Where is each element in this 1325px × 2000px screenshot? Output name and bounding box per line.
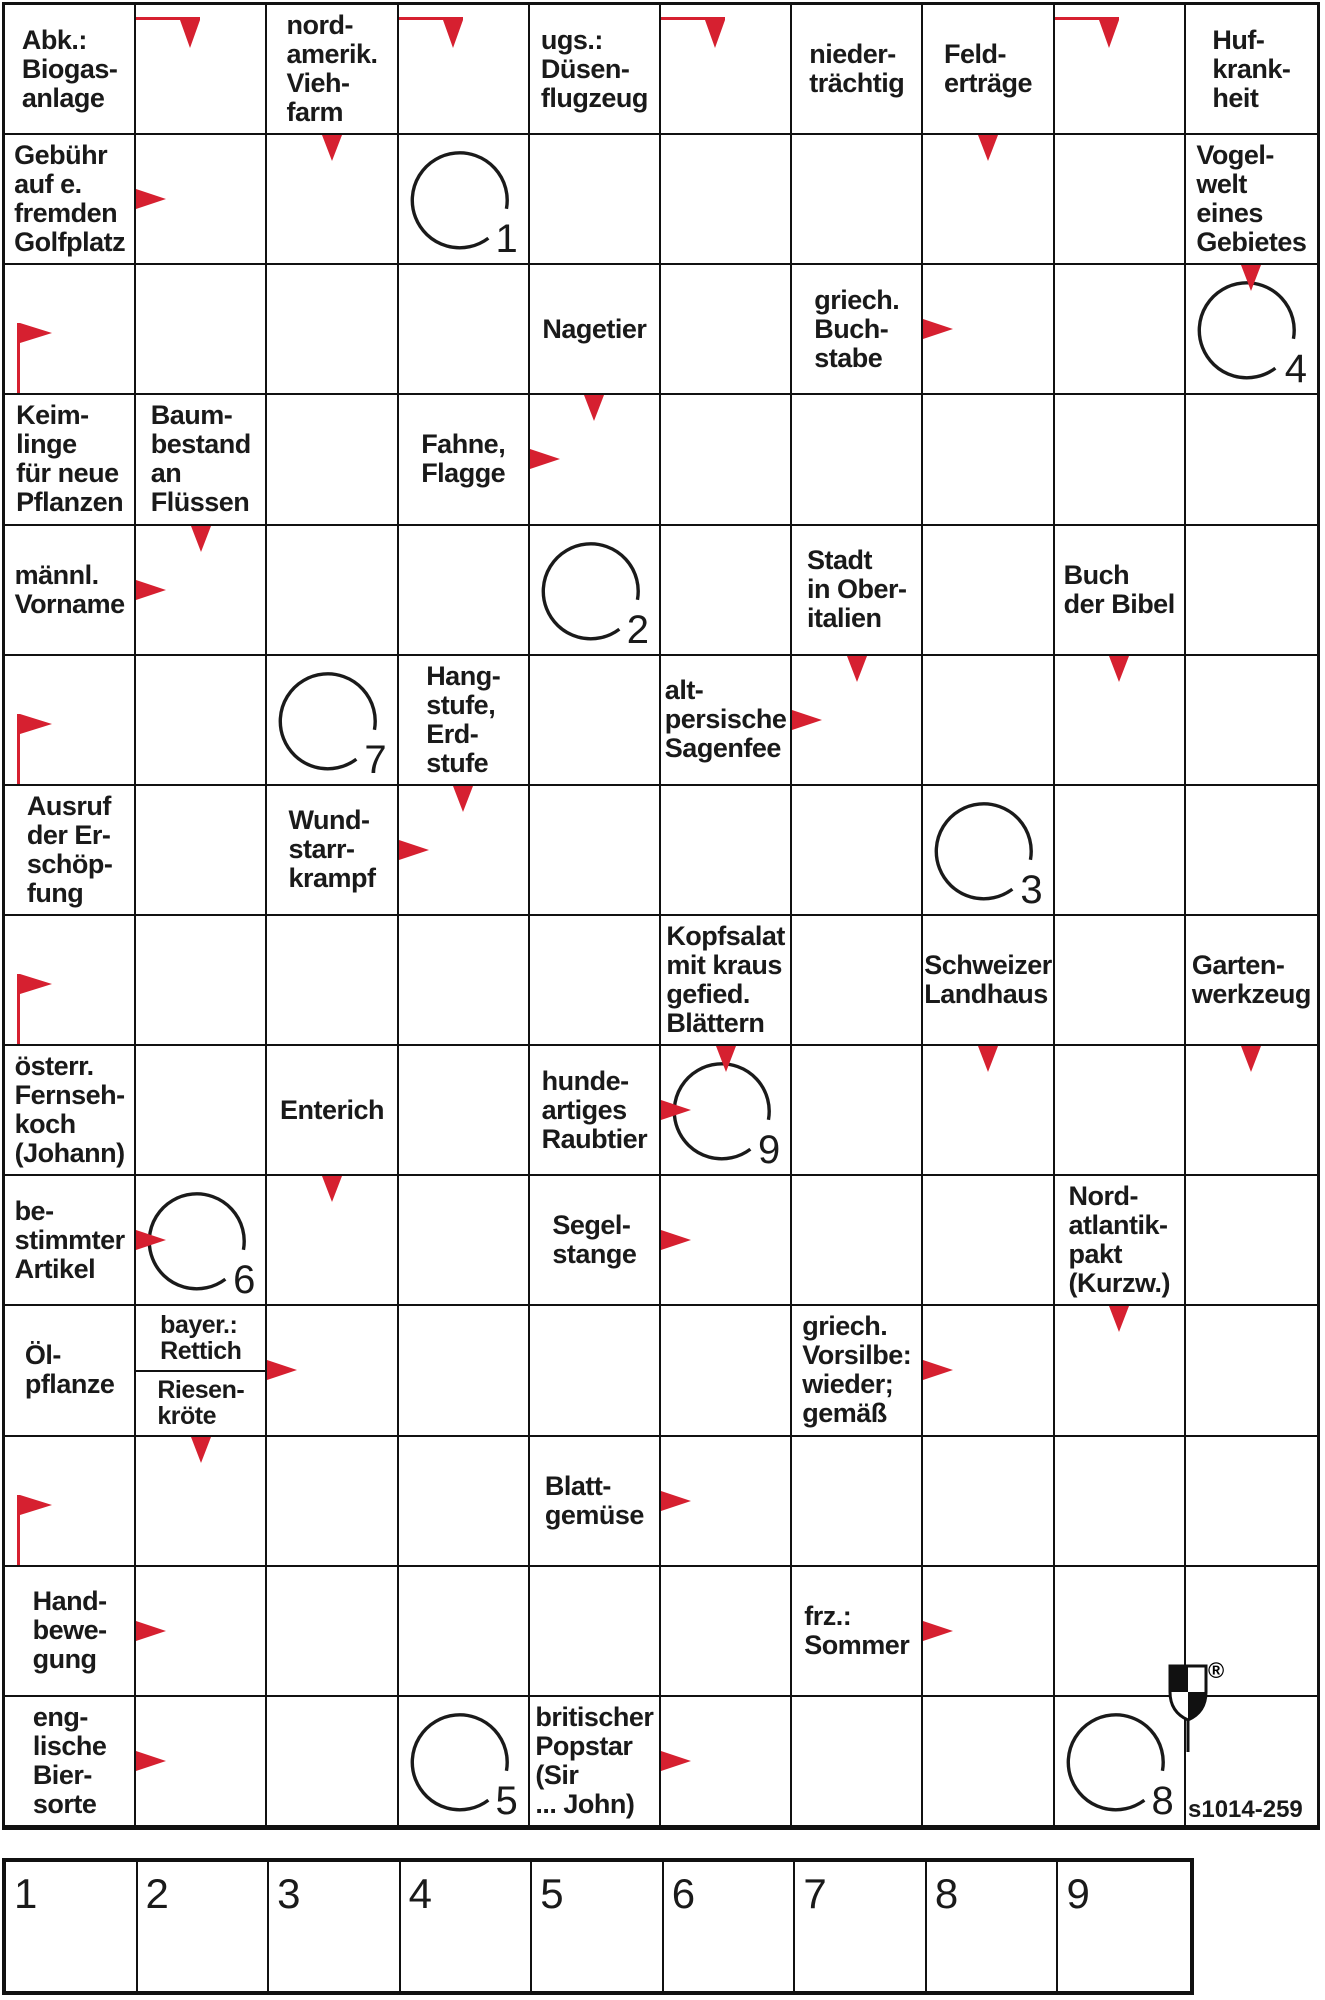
- clue-text: Blatt- gemüse: [544, 1470, 644, 1530]
- grid-cell[interactable]: [1055, 1306, 1186, 1436]
- clue-text: Nord- atlantik- pakt (Kurzw.): [1068, 1181, 1170, 1299]
- clue-text: Buch der Bibel: [1063, 559, 1175, 619]
- clue-text: Riesen- kröte: [157, 1375, 245, 1430]
- clue-cell: [530, 265, 661, 395]
- grid-cell[interactable]: [136, 1697, 267, 1827]
- grid-cell[interactable]: [136, 916, 267, 1046]
- grid-cell[interactable]: [661, 1306, 792, 1436]
- clue-cell: [5, 1697, 136, 1827]
- solution-number: 2: [626, 607, 649, 652]
- clue-text: Feld- erträge: [943, 39, 1033, 99]
- answer-cell[interactable]: [664, 1862, 796, 1991]
- clue-text: griech. Vorsilbe: wieder; gemäß: [802, 1311, 912, 1429]
- clue-text: Gebühr auf e. fremden Golfplatz: [14, 140, 126, 258]
- clue-cell: [5, 526, 136, 656]
- grid-cell[interactable]: [792, 135, 923, 265]
- clue-text: hunde- artiges Raubtier: [541, 1065, 648, 1154]
- clue-text: Keim- linge für neue Pflanzen: [16, 400, 124, 518]
- grid-cell[interactable]: [530, 786, 661, 916]
- grid-cell[interactable]: [136, 786, 267, 916]
- grid-cell[interactable]: [792, 395, 923, 525]
- arrow-right-icon: [661, 1491, 691, 1511]
- grid-cell[interactable]: [661, 395, 792, 525]
- grid-cell[interactable]: [267, 1437, 398, 1567]
- solution-number: 3: [1020, 867, 1043, 912]
- clue-text: Abk.: Biogas- anlage: [21, 24, 118, 113]
- arrow-right-icon: [661, 1230, 691, 1250]
- clue-text: britischer Popstar (Sir ... John): [535, 1701, 654, 1819]
- solution-letter-cell[interactable]: [267, 656, 398, 786]
- grid-cell[interactable]: [1055, 656, 1186, 786]
- clue-cell: [1186, 5, 1317, 135]
- answer-number: 7: [803, 1870, 827, 1917]
- grid-cell[interactable]: [136, 265, 267, 395]
- grid-cell[interactable]: [923, 1306, 1054, 1436]
- clue-text: frz.: Sommer: [804, 1600, 910, 1660]
- clue-text: griech. Buch- stabe: [814, 284, 900, 373]
- arrow-right-icon: [136, 1230, 166, 1250]
- answer-number: 8: [934, 1870, 959, 1917]
- crossword-grid: [2, 2, 1320, 1830]
- grid-cell[interactable]: [661, 1567, 792, 1697]
- clue-cell: [5, 1567, 136, 1697]
- grid-cell[interactable]: [792, 656, 923, 786]
- grid-cell[interactable]: [267, 526, 398, 656]
- grid-cell[interactable]: [923, 526, 1054, 656]
- clue-text: Kopfsalat mit kraus gefied. Blättern: [666, 921, 785, 1039]
- grid-cell[interactable]: [399, 1176, 530, 1306]
- arrow-right-icon: [136, 1621, 166, 1641]
- arrow-down-then-right-icon: [17, 323, 57, 393]
- grid-cell[interactable]: [792, 1046, 923, 1176]
- answer-cell[interactable]: [401, 1862, 533, 1991]
- grid-cell[interactable]: [267, 265, 398, 395]
- answer-number: 2: [145, 1870, 169, 1917]
- arrow-right-icon: [136, 189, 166, 209]
- grid-cell[interactable]: [399, 5, 530, 135]
- grid-cell[interactable]: [661, 786, 792, 916]
- split-clue-cell: [136, 1306, 267, 1436]
- answer-number: 6: [671, 1870, 696, 1917]
- grid-cell[interactable]: [792, 1697, 923, 1827]
- solution-letter-cell[interactable]: [530, 526, 661, 656]
- arrow-down-then-right-icon: [17, 714, 57, 784]
- grid-cell[interactable]: [530, 1567, 661, 1697]
- arrow-down-then-right-icon: [17, 1495, 57, 1565]
- clue-cell: [267, 5, 398, 135]
- clue-cell: [792, 5, 923, 135]
- grid-cell[interactable]: [267, 916, 398, 1046]
- grid-cell[interactable]: [923, 1437, 1054, 1567]
- grid-cell[interactable]: [1186, 1437, 1317, 1567]
- solution-answer-row: [2, 1858, 1194, 1995]
- grid-cell[interactable]: [792, 1437, 923, 1567]
- grid-cell[interactable]: [267, 1176, 398, 1306]
- grid-cell[interactable]: [5, 916, 136, 1046]
- grid-cell[interactable]: [1055, 265, 1186, 395]
- grid-cell[interactable]: [530, 1306, 661, 1436]
- clue-text: Wund- starr- krampf: [288, 805, 376, 894]
- arrow-right-then-down-icon: [1055, 17, 1119, 51]
- clue-text: österr. Fernseh- koch (Johann): [14, 1051, 125, 1169]
- clue-cell: [5, 1176, 136, 1306]
- grid-cell[interactable]: [1055, 5, 1186, 135]
- clue-cell: [5, 135, 136, 265]
- solution-letter-cell[interactable]: [923, 786, 1054, 916]
- grid-cell[interactable]: [923, 1697, 1054, 1827]
- grid-cell[interactable]: [530, 395, 661, 525]
- grid-cell[interactable]: [661, 1176, 792, 1306]
- clue-text: Öl- pflanze: [24, 1340, 115, 1400]
- arrow-right-icon: [399, 840, 429, 860]
- arrow-right-icon: [661, 1100, 691, 1120]
- solution-number: 5: [495, 1778, 518, 1823]
- solution-letter-cell[interactable]: [1186, 265, 1317, 395]
- grid-cell[interactable]: [1186, 1306, 1317, 1436]
- arrow-right-then-down-icon: [399, 17, 463, 51]
- grid-cell[interactable]: [530, 656, 661, 786]
- arrow-down-icon: [978, 135, 998, 161]
- grid-cell[interactable]: [136, 656, 267, 786]
- grid-cell[interactable]: [1186, 786, 1317, 916]
- solution-number: 4: [1284, 347, 1307, 392]
- clue-cell: [792, 526, 923, 656]
- answer-cell[interactable]: [927, 1862, 1059, 1991]
- clue-text: Vogel- welt eines Gebietes: [1196, 140, 1307, 258]
- clue-text: Garten- werkzeug: [1191, 950, 1311, 1010]
- clue-text: männl. Vorname: [14, 559, 125, 619]
- grid-cell[interactable]: [792, 1176, 923, 1306]
- clue-text: nieder- trächtig: [809, 39, 905, 99]
- arrow-right-then-down-icon: [661, 17, 725, 51]
- arrow-down-icon: [847, 656, 867, 682]
- clue-cell: [5, 786, 136, 916]
- grid-cell[interactable]: [136, 1046, 267, 1176]
- arrow-down-icon: [322, 135, 342, 161]
- grid-cell[interactable]: [1055, 1046, 1186, 1176]
- grid-cell[interactable]: [1186, 395, 1317, 525]
- clue-text: Ausruf der Er- schöp- fung: [26, 790, 113, 908]
- arrow-down-icon: [1109, 1306, 1129, 1332]
- grid-cell[interactable]: [136, 1567, 267, 1697]
- grid-cell[interactable]: [923, 265, 1054, 395]
- clue-text: Hand- bewe- gung: [32, 1586, 107, 1675]
- grid-cell[interactable]: [267, 395, 398, 525]
- clue-cell: [1055, 526, 1186, 656]
- arrow-right-icon: [267, 1360, 297, 1380]
- arrow-right-icon: [530, 449, 560, 469]
- clue-text: Segel- stange: [552, 1210, 637, 1270]
- grid-cell[interactable]: [267, 1306, 398, 1436]
- grid-cell[interactable]: [923, 656, 1054, 786]
- grid-cell[interactable]: [399, 526, 530, 656]
- clue-text: Stadt in Ober- italien: [807, 545, 907, 634]
- solution-letter-cell[interactable]: [399, 135, 530, 265]
- clue-text: Schweizer Landhaus: [924, 950, 1052, 1010]
- clue-cell: [530, 1046, 661, 1176]
- grid-cell[interactable]: [399, 1567, 530, 1697]
- arrow-down-icon: [191, 1437, 211, 1463]
- answer-cell[interactable]: [1058, 1862, 1190, 1991]
- grid-cell[interactable]: [267, 1697, 398, 1827]
- clue-text: Hang- stufe, Erd- stufe: [426, 660, 501, 778]
- grid-cell[interactable]: [1055, 395, 1186, 525]
- grid-cell[interactable]: [661, 1437, 792, 1567]
- clue-cell: [661, 916, 792, 1046]
- arrow-right-icon: [923, 1360, 953, 1380]
- arrow-down-icon: [322, 1176, 342, 1202]
- grid-cell[interactable]: [661, 1697, 792, 1827]
- clue-cell: [267, 1046, 398, 1176]
- clue-cell: [792, 1567, 923, 1697]
- grid-cell[interactable]: [399, 1437, 530, 1567]
- clue-text: Fahne, Flagge: [421, 429, 506, 489]
- clue-text: eng- lische Bier- sorte: [32, 1701, 107, 1819]
- clue-cell: [530, 1437, 661, 1567]
- clue-cell: [267, 786, 398, 916]
- arrow-down-icon: [191, 526, 211, 552]
- clue-text: nord- amerik. Vieh- farm: [286, 10, 378, 128]
- arrow-right-icon: [792, 710, 822, 730]
- clue-cell: [1186, 135, 1317, 265]
- grid-cell[interactable]: [5, 656, 136, 786]
- grid-cell[interactable]: [661, 526, 792, 656]
- grid-cell[interactable]: [530, 135, 661, 265]
- answer-number: 4: [408, 1870, 433, 1917]
- answer-cell[interactable]: [795, 1862, 927, 1991]
- arrow-down-icon: [584, 395, 604, 421]
- answer-number: 5: [540, 1870, 564, 1917]
- grid-cell[interactable]: [399, 916, 530, 1046]
- arrow-down-icon: [453, 786, 473, 812]
- grid-cell[interactable]: [1186, 526, 1317, 656]
- clue-cell: [792, 1306, 923, 1436]
- grid-cell[interactable]: [1055, 786, 1186, 916]
- grid-cell[interactable]: [1055, 916, 1186, 1046]
- answer-cell[interactable]: [138, 1862, 270, 1991]
- grid-cell[interactable]: [1186, 1046, 1317, 1176]
- arrow-down-icon: [1109, 656, 1129, 682]
- grid-cell[interactable]: [923, 395, 1054, 525]
- grid-cell[interactable]: [136, 1437, 267, 1567]
- grid-cell[interactable]: [267, 135, 398, 265]
- clue-text: Enterich: [279, 1094, 384, 1125]
- grid-cell[interactable]: [923, 1176, 1054, 1306]
- grid-cell[interactable]: [1055, 135, 1186, 265]
- grid-cell[interactable]: [1186, 1176, 1317, 1306]
- grid-cell[interactable]: [923, 1567, 1054, 1697]
- solution-letter-cell[interactable]: [399, 1697, 530, 1827]
- arrow-down-then-right-icon: [17, 974, 57, 1044]
- solution-number: 1: [495, 217, 518, 262]
- grid-cell[interactable]: [267, 1567, 398, 1697]
- clue-cell: [530, 1697, 661, 1827]
- answer-number: 1: [14, 1870, 38, 1917]
- grid-cell[interactable]: [5, 1437, 136, 1567]
- solution-letter-cell[interactable]: [661, 1046, 792, 1176]
- arrow-right-icon: [136, 1751, 166, 1771]
- clue-cell: [530, 5, 661, 135]
- answer-cell[interactable]: [269, 1862, 401, 1991]
- clue-cell: [399, 656, 530, 786]
- grid-cell[interactable]: [399, 1306, 530, 1436]
- arrow-down-icon: [1241, 265, 1261, 291]
- arrow-down-icon: [716, 1046, 736, 1072]
- arrow-right-icon: [923, 319, 953, 339]
- clue-text: alt- persische Sagenfee: [664, 675, 787, 764]
- clue-cell: [5, 5, 136, 135]
- answer-number: 9: [1066, 1870, 1090, 1917]
- answer-number: 3: [277, 1870, 301, 1917]
- clue-cell: [5, 395, 136, 525]
- clue-cell: [136, 395, 267, 525]
- clue-text: Nagetier: [542, 313, 647, 344]
- publisher-logo-icon: [1166, 1658, 1226, 1752]
- grid-cell[interactable]: [136, 526, 267, 656]
- grid-cell[interactable]: [136, 135, 267, 265]
- grid-cell[interactable]: [399, 1046, 530, 1176]
- grid-cell[interactable]: [530, 916, 661, 1046]
- clue-cell: [923, 5, 1054, 135]
- answer-cell[interactable]: [532, 1862, 664, 1991]
- clue-text: be- stimmter Artikel: [14, 1195, 125, 1284]
- arrow-right-icon: [661, 1751, 691, 1771]
- grid-cell[interactable]: [1055, 1437, 1186, 1567]
- arrow-right-then-down-icon: [136, 17, 200, 51]
- grid-cell[interactable]: [661, 5, 792, 135]
- arrow-right-icon: [923, 1621, 953, 1641]
- grid-cell[interactable]: [923, 1046, 1054, 1176]
- clue-text: Huf- krank- heit: [1212, 24, 1291, 113]
- clue-cell: [1055, 1176, 1186, 1306]
- clue-cell: [792, 265, 923, 395]
- arrow-right-icon: [136, 580, 166, 600]
- clue-cell: [530, 1176, 661, 1306]
- registered-mark: ®: [1208, 1658, 1225, 1683]
- clue-cell: [661, 656, 792, 786]
- grid-cell[interactable]: [792, 916, 923, 1046]
- clue-text: ugs.: Düsen- flugzeug: [540, 24, 648, 113]
- arrow-down-icon: [978, 1046, 998, 1072]
- clue-cell: [5, 1306, 136, 1436]
- grid-cell[interactable]: [5, 265, 136, 395]
- grid-cell[interactable]: [792, 786, 923, 916]
- clue-cell: [923, 916, 1054, 1046]
- clue-text: Baum- bestand an Flüssen: [150, 400, 251, 518]
- answer-cell[interactable]: [6, 1862, 138, 1991]
- grid-cell[interactable]: [136, 5, 267, 135]
- arrow-down-icon: [1241, 1046, 1261, 1072]
- puzzle-code: s1014-259: [1188, 1796, 1303, 1823]
- grid-cell[interactable]: [661, 265, 792, 395]
- solution-letter-cell[interactable]: [136, 1176, 267, 1306]
- grid-cell[interactable]: [399, 786, 530, 916]
- solution-number: 9: [757, 1128, 781, 1173]
- clue-cell: [5, 1046, 136, 1176]
- solution-number: 7: [364, 737, 387, 782]
- grid-cell[interactable]: [1186, 656, 1317, 786]
- grid-cell[interactable]: [661, 135, 792, 265]
- solution-number: 8: [1151, 1778, 1174, 1823]
- grid-cell[interactable]: [923, 135, 1054, 265]
- clue-text: bayer.: Rettich: [160, 1311, 242, 1366]
- grid-cell[interactable]: [399, 265, 530, 395]
- solution-number: 6: [233, 1258, 256, 1303]
- clue-cell: [399, 395, 530, 525]
- clue-cell: [1186, 916, 1317, 1046]
